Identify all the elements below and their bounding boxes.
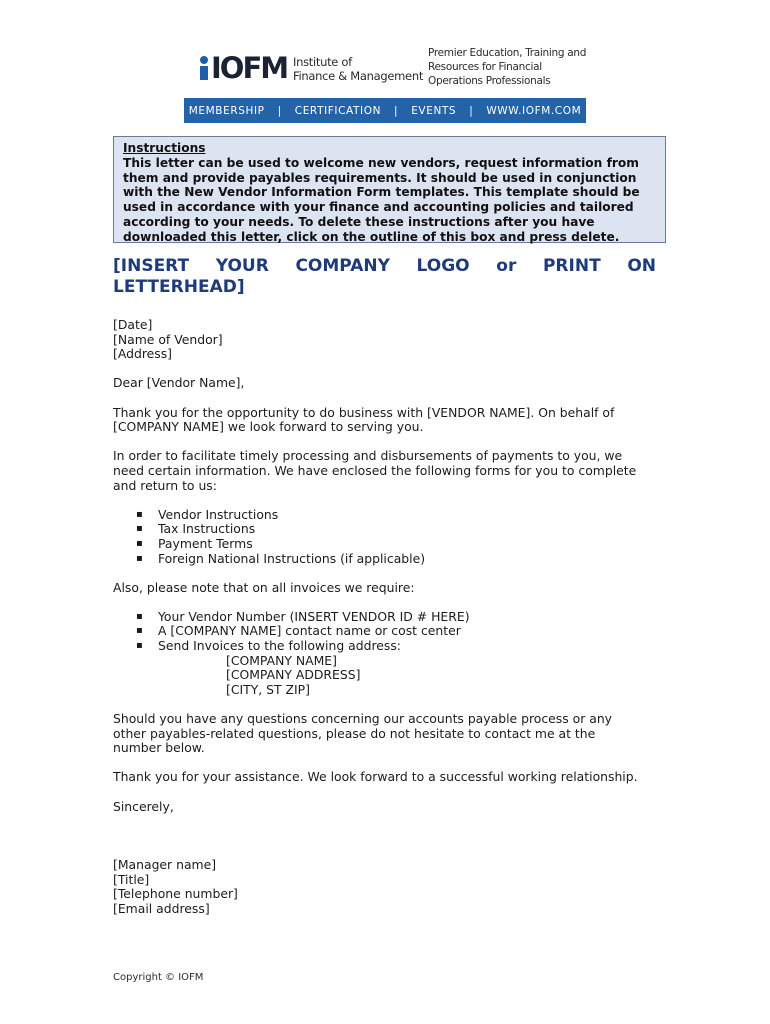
list-item: ▪ Your Vendor Number (INSERT VENDOR ID # HERE) xyxy=(136,608,470,624)
institute-line-1: Institute of xyxy=(293,55,352,69)
header-tagline xyxy=(428,46,586,88)
nav-membership[interactable]: MEMBERSHIP xyxy=(188,104,265,117)
tagline-line-1: Premier Education, Training and xyxy=(428,47,587,59)
date-field: [Date] xyxy=(113,317,153,332)
instructions-title: Instructions xyxy=(123,141,206,155)
bullet-icon: ▪ xyxy=(136,610,143,622)
list-item: ▪ Payment Terms xyxy=(136,535,253,551)
invoice-intro: Also, please note that on all invoices we require: xyxy=(113,579,415,595)
nav-separator: | xyxy=(469,104,474,117)
requirements-list xyxy=(113,610,673,698)
tagline-line-2: Resources for Financial xyxy=(428,61,542,73)
institute-name xyxy=(293,55,423,83)
questions-line-3: number below. xyxy=(113,740,205,756)
bullet-icon: ▪ xyxy=(136,625,143,637)
list-item: ▪ Send Invoices to the following address: [COMPANY NAME] [COMPANY ADDRESS] [CITY, ST ZIP] xyxy=(113,639,673,697)
email-field: [Email address] xyxy=(113,900,210,916)
telephone-field: [Telephone number] xyxy=(113,886,238,902)
forms-line-3: and return to us: xyxy=(113,477,217,493)
vendor-name-field: [Name of Vendor] xyxy=(113,331,223,347)
bullet-icon: ▪ xyxy=(136,537,143,549)
questions-line-1: Should you have any questions concerning our accounts payable process or any xyxy=(113,711,613,727)
logo-wordmark: IOFM xyxy=(211,51,288,85)
nav-events[interactable]: EVENTS xyxy=(411,104,457,117)
nav-separator: | xyxy=(394,104,399,117)
bullet-icon: ▪ xyxy=(136,523,143,535)
questions-line-2: other payables-related questions, please do not hesitate to contact me at the xyxy=(113,725,596,741)
send-address-line: [COMPANY NAME] xyxy=(226,652,337,668)
closing: Sincerely, xyxy=(113,798,174,814)
recipient-block xyxy=(113,318,673,362)
instructions-text: This letter can be used to welcome new vendors, request information from them and provide payables requirements. It should be used in conjunction with the New Vendor Information Form templates. This template should be used in accordance with your finance and accounting policies and tailored according to your needs. To delete these instructions after you have downloaded this letter, click on the outline of this box and press delete. xyxy=(123,155,640,244)
instructions-box[interactable] xyxy=(113,136,666,243)
copyright-footer: Copyright © IOFM xyxy=(113,972,204,983)
forms-line-1: In order to facilitate timely processing and disbursements of payments to you, we xyxy=(113,448,623,464)
intro-line-2: [COMPANY NAME] we look forward to serving you. xyxy=(113,419,424,435)
bullet-icon: ▪ xyxy=(136,508,143,520)
header-nav-bar xyxy=(184,98,586,123)
forms-paragraph xyxy=(113,449,673,493)
manager-name-field: [Manager name] xyxy=(113,856,217,872)
nav-separator: | xyxy=(277,104,282,117)
letterhead-placeholder xyxy=(113,256,656,298)
bullet-icon: ▪ xyxy=(136,640,143,652)
address-field: [Address] xyxy=(113,346,173,362)
list-item: ▪ Vendor Instructions xyxy=(136,506,279,522)
title-field: [Title] xyxy=(113,871,150,887)
list-item: ▪ Foreign National Instructions (if applicable) xyxy=(136,550,426,566)
greeting: Dear [Vendor Name], xyxy=(113,375,245,391)
bullet-icon: ▪ xyxy=(136,552,143,564)
intro-paragraph xyxy=(113,406,673,435)
institute-line-2: Finance & Management xyxy=(293,69,424,83)
send-address-line: [COMPANY ADDRESS] xyxy=(226,667,361,683)
logo-mark-icon xyxy=(199,56,210,80)
nav-website[interactable]: WWW.IOFM.COM xyxy=(486,104,582,117)
letterhead-line-1: [INSERT YOUR COMPANY LOGO or PRINT ON xyxy=(113,256,656,276)
intro-line-1: Thank you for the opportunity to do business with [VENDOR NAME]. On behalf of xyxy=(113,404,615,420)
forms-list xyxy=(113,508,673,566)
thanks-line: Thank you for your assistance. We look forward to a successful working relationship. xyxy=(113,769,638,785)
send-address-line: [CITY, ST ZIP] xyxy=(226,681,310,697)
signature-block xyxy=(113,858,673,916)
list-item: ▪ A [COMPANY NAME] contact name or cost center xyxy=(136,623,461,639)
forms-line-2: need certain information. We have enclosed the following forms for you to complete xyxy=(113,462,637,478)
nav-certification[interactable]: CERTIFICATION xyxy=(294,104,382,117)
list-item: ▪ Tax Instructions xyxy=(136,521,256,537)
letter-body xyxy=(113,318,673,916)
letterhead-line-2: LETTERHEAD] xyxy=(113,277,245,297)
tagline-line-3: Operations Professionals xyxy=(428,75,551,87)
questions-paragraph xyxy=(113,712,673,756)
